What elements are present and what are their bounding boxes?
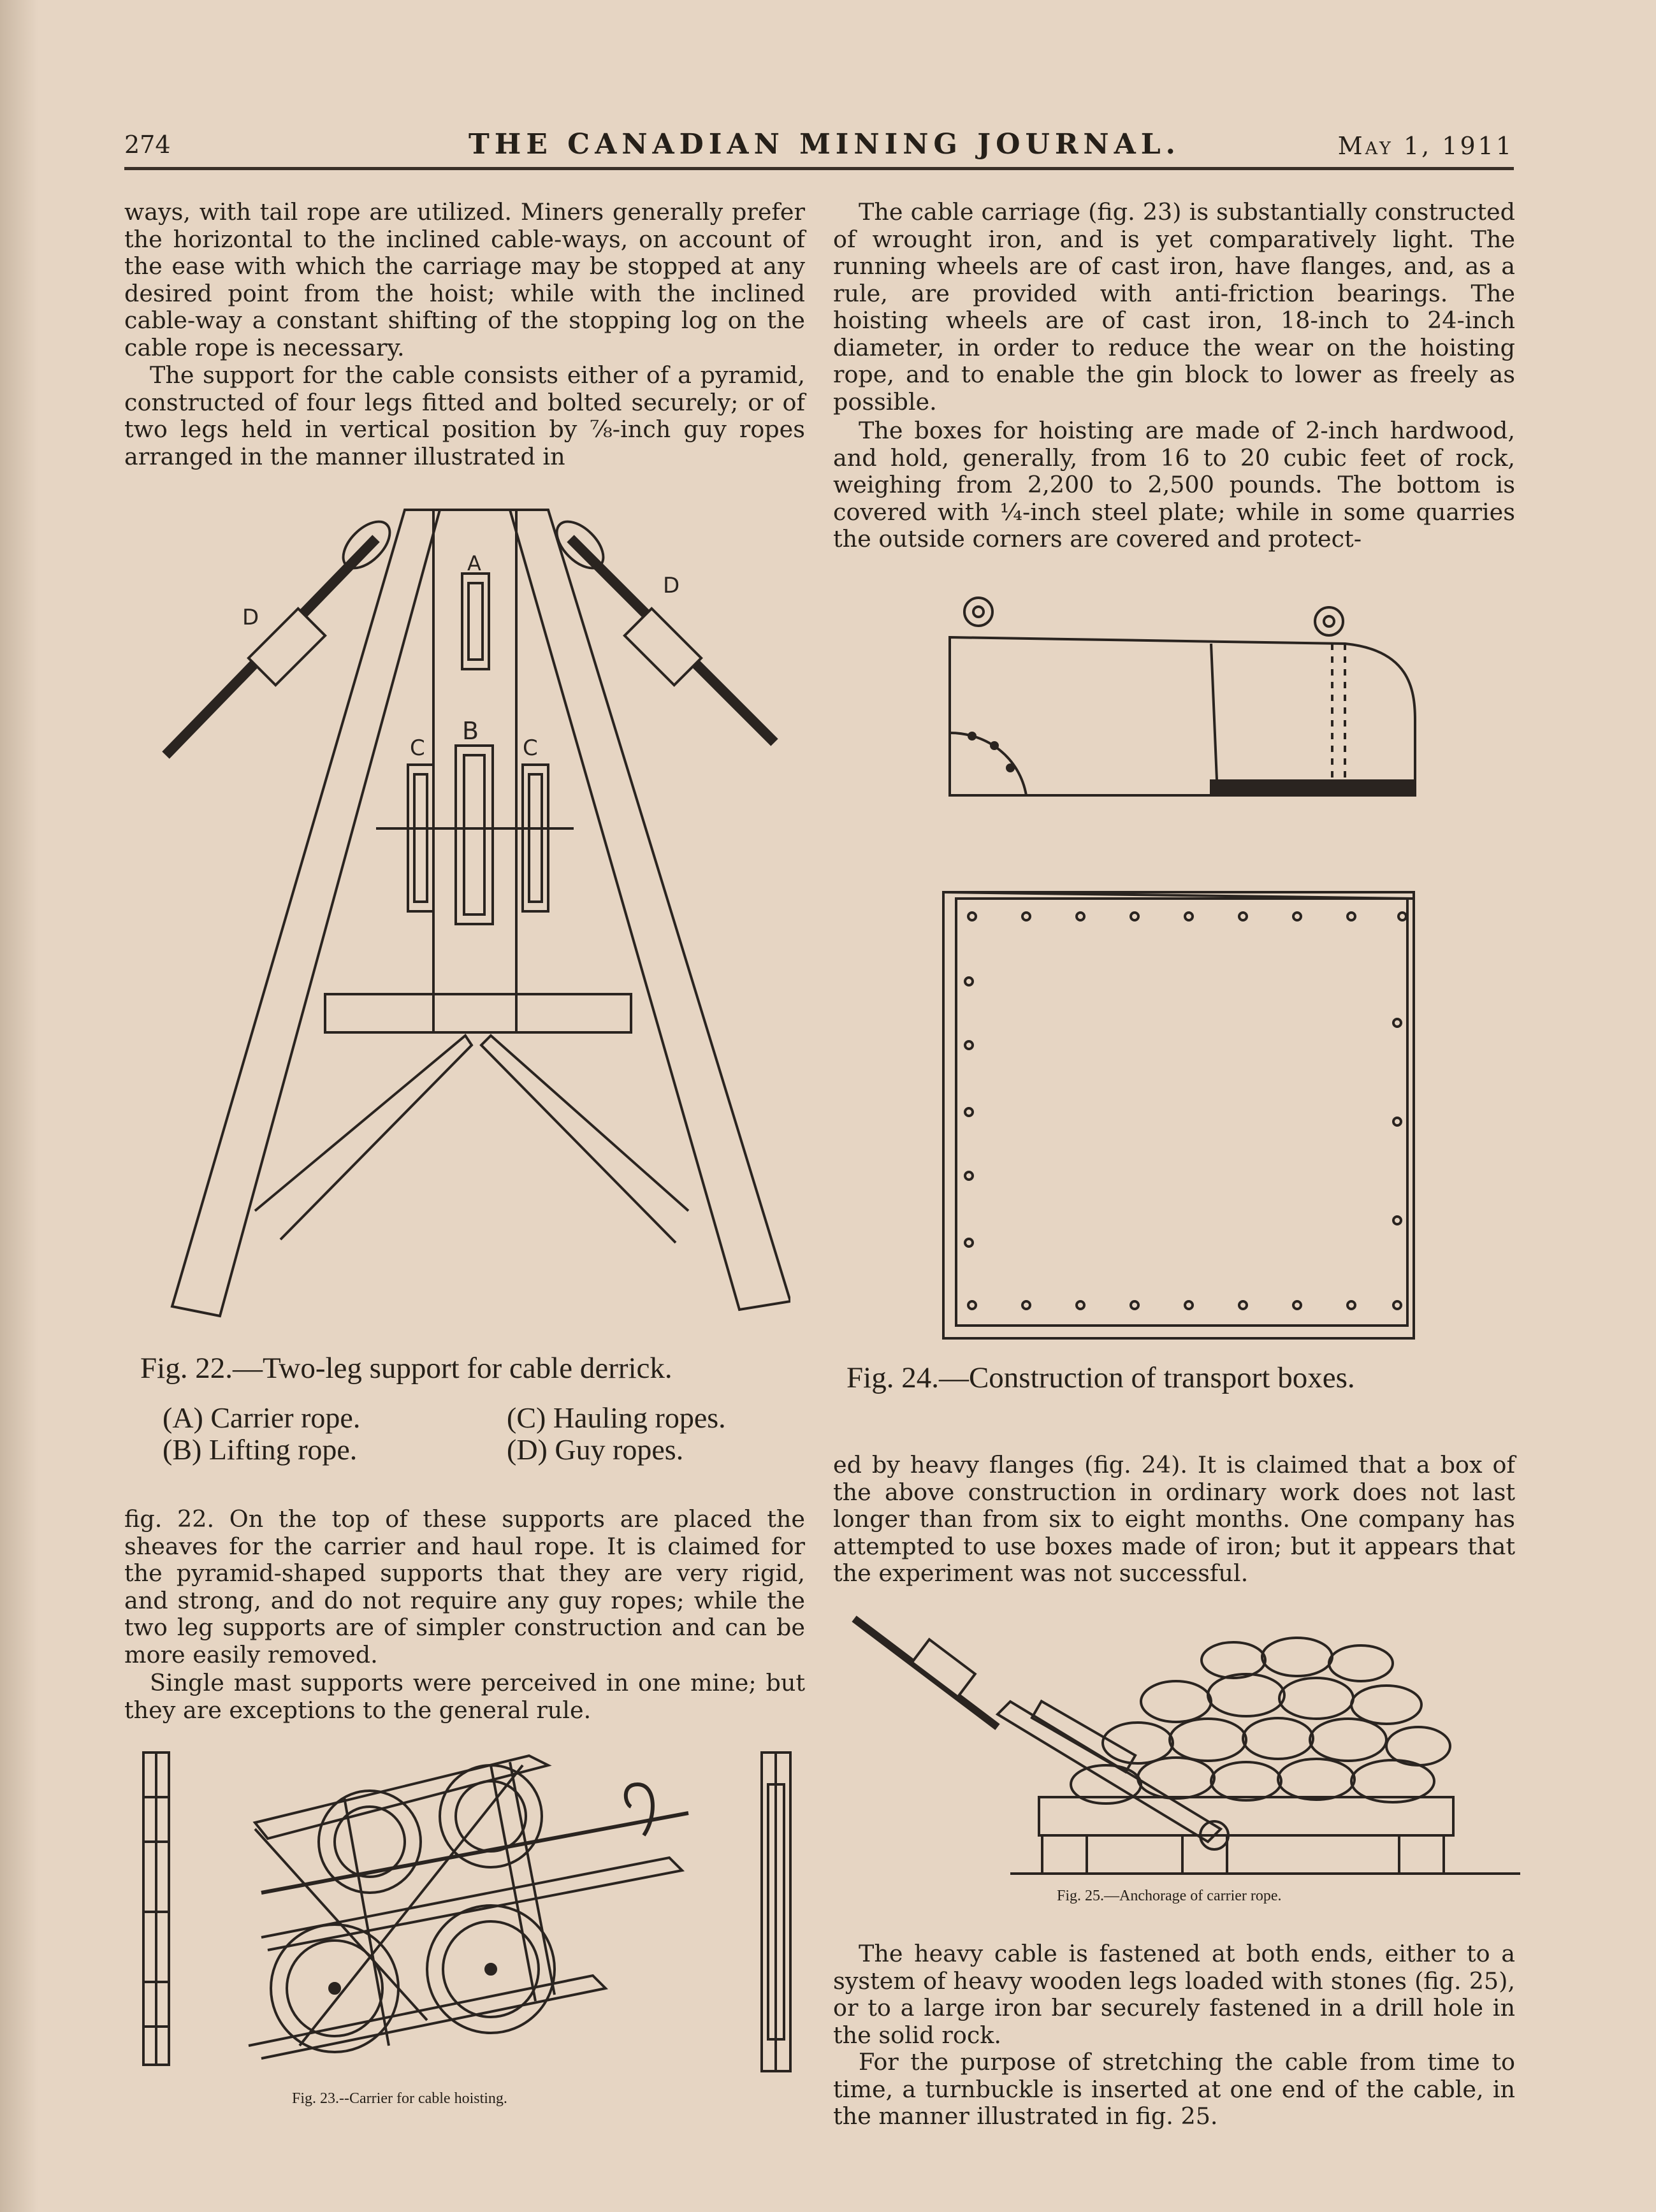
right-paragraph-2: The boxes for hoisting are made of 2-inch hardwood, and hold, generally, from 16 to 20 cubic feet of rock, weighing from 2,200 to 2,500 pounds. The bottom is covered with ¼-inch steel plate; while in some quarries the outside corners are covered and protect-	[833, 417, 1515, 553]
left-paragraph-2: The support for the cable consists either of a pyramid, constructed of four legs fitted and bolted securely; or of two legs held in vertical position by ⅞-inch guy ropes arranged in the manner illustrated in	[124, 361, 805, 470]
figure-25-illustration	[851, 1612, 1527, 1880]
fig22-label-d-right: D	[663, 573, 680, 598]
fig25-caption: Fig. 25.—Anchorage of carrier rope.	[1057, 1888, 1282, 1904]
right-paragraph-1: The cable carriage (fig. 23) is substantially constructed of wrought iron, and is yet comparatively light. The running wheels are of cast iron, have flanges, and, as a rule, are provided with anti-friction bearings. The hoisting wheels are of cast iron, 18-inch to 24-inch diameter, in order to reduce the wear on the hoisting rope, and to enable the gin block to lower as freely as possible.	[833, 198, 1515, 416]
figure-24-illustration	[937, 593, 1421, 1351]
header-rule	[124, 167, 1514, 170]
fig22-label-b: B	[462, 717, 479, 745]
fig22-label-c-left: C	[410, 735, 425, 761]
right-paragraph-3: ed by heavy flanges (fig. 24). It is claimed that a box of the above construction in ordinary work does not last longer than from six to eight months. One company has attempted to use boxes made of iron; but it appears that the experiment was not successful.	[833, 1451, 1515, 1587]
fig24-caption: Fig. 24.—Construction of transport boxes.	[846, 1361, 1355, 1394]
page-edge-shadow	[0, 0, 38, 2212]
right-paragraph-4: The heavy cable is fastened at both ends, either to a system of heavy wooden legs loaded with stones (fig. 25), or to a large iron bar securely fastened in a drill hole in the solid rock.	[833, 1940, 1515, 2049]
fig22-legend-b: (B) Lifting rope.	[163, 1433, 358, 1466]
fig22-caption: Fig. 22.—Two-leg support for cable derrick.	[140, 1352, 672, 1385]
fig22-label-a: A	[467, 551, 481, 575]
left-paragraph-1: ways, with tail rope are utilized. Miners generally prefer the horizontal to the inclined cable-ways, on account of the ease with which the carriage may be stopped at any desired point from the hoist; while with the inclined cable-way a constant shifting of the stopping log on the cable rope is necessary.	[124, 198, 805, 361]
journal-title: THE CANADIAN MINING JOURNAL.	[468, 128, 1180, 161]
fig22-label-c-right: C	[523, 735, 538, 761]
page-header	[124, 124, 1514, 169]
left-paragraph-3: fig. 22. On the top of these supports are placed the sheaves for the carrier and haul rope. It is claimed for the pyramid-shaped supports that they are very rigid, and strong, and do not require any guy ropes; while the two leg supports are of simpler construction and can be more easily removed.	[124, 1505, 805, 1668]
fig22-label-d-left: D	[242, 605, 259, 630]
page-number: 274	[124, 131, 171, 159]
fig23-caption: Fig. 23.--Carrier for cable hoisting.	[292, 2090, 507, 2107]
fig22-legend-c: (C) Hauling ropes.	[507, 1401, 726, 1434]
issue-date: May 1, 1911	[1337, 132, 1514, 160]
fig22-legend-a: (A) Carrier rope.	[163, 1401, 361, 1434]
left-paragraph-4: Single mast supports were perceived in one mine; but they are exceptions to the general rule.	[124, 1669, 805, 1724]
right-paragraph-5: For the purpose of stretching the cable from time to time, a turnbuckle is inserted at one end of the cable, in the manner illustrated in fig. 25.	[833, 2048, 1515, 2130]
fig22-legend-d: (D) Guy ropes.	[507, 1433, 684, 1466]
figure-22-illustration	[153, 497, 790, 1345]
figure-23-illustration	[134, 1746, 810, 2078]
